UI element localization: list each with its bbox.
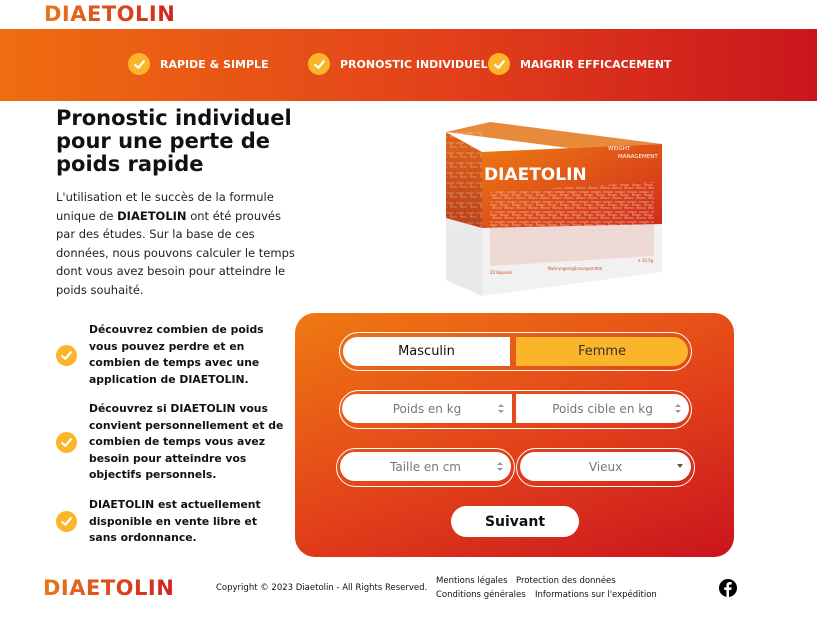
target-weight-input-placeholder: Poids cible en kg: [552, 401, 653, 416]
check-icon: [128, 53, 150, 75]
product-tag: MANAGEMENT: [618, 154, 658, 160]
feature-individual-forecast: [308, 53, 488, 75]
check-icon: [308, 53, 330, 75]
gender-selector: [339, 332, 692, 371]
feature-label: RAPIDE & SIMPLE: [160, 57, 269, 71]
benefit-text: Découvrez si DIAETOLIN vous convient personnellement et de combien de temps vous avez besoin pour atteindre vos objectifs personnels.: [89, 402, 284, 481]
age-select-placeholder: Vieux: [588, 459, 623, 474]
forecast-form: [295, 313, 734, 557]
intro-text-part: ont été prouvés par des études. Sur la base de ces données, nous pouvons calculer le temps dont vous avez besoin pour atteindre le poids souhaité.: [56, 208, 295, 297]
facebook-icon[interactable]: [719, 579, 737, 597]
check-icon: [56, 511, 77, 532]
product-weight: e 10,5g: [638, 258, 654, 263]
footer-link-shipping[interactable]: Informations sur l'expédition: [535, 590, 657, 600]
height-row: [336, 448, 515, 487]
height-input-placeholder: Taille en cm: [390, 459, 461, 474]
check-icon: [488, 53, 510, 75]
footer-link-legal[interactable]: Mentions légales: [436, 576, 508, 586]
feature-fast-simple: [128, 53, 269, 75]
feature-effective-slimming: [488, 53, 671, 75]
check-icon: [56, 432, 77, 453]
weight-input-placeholder: Poids en kg: [392, 401, 462, 416]
benefit-item: [56, 401, 286, 484]
intro-text: [56, 188, 296, 299]
target-weight-input[interactable]: [516, 394, 689, 423]
feature-label: PRONOSTIC INDIVIDUEL: [340, 57, 488, 71]
intro-brand: DIAETOLIN: [117, 208, 187, 223]
benefit-text: DIAETOLIN est actuellement disponible en vente libre et sans ordonnance.: [89, 498, 261, 544]
weight-input[interactable]: [342, 394, 512, 423]
header-logo[interactable]: DIAETOLIN: [44, 2, 176, 26]
weight-row: [339, 390, 692, 429]
benefit-text: Découvrez combien de poids vous pouvez perdre et en combien de temps avec une application de DIAETOLIN.: [89, 323, 264, 386]
product-supplement: Nahrungsergänzungsmittel: [548, 266, 603, 271]
footer-logo[interactable]: DIAETOLIN: [43, 576, 175, 600]
product-count: 20 Kapseln: [490, 270, 513, 275]
footer-link-privacy[interactable]: Protection des données: [516, 576, 616, 586]
gender-male-button[interactable]: Masculin: [343, 337, 510, 366]
benefit-item: [56, 497, 286, 547]
height-input[interactable]: [340, 452, 511, 481]
stepper-icon[interactable]: [498, 403, 504, 414]
product-tag: WEIGHT: [608, 146, 631, 152]
chevron-down-icon: [677, 464, 683, 468]
stepper-icon[interactable]: [675, 403, 681, 414]
product-box-image: [438, 100, 668, 300]
gender-female-button[interactable]: Femme: [516, 337, 688, 366]
benefit-item: [56, 322, 286, 388]
intro-text-part: L'utilisation et le succès de la formule unique de: [56, 190, 274, 223]
stepper-icon[interactable]: [497, 461, 503, 472]
next-button[interactable]: Suivant: [451, 506, 579, 537]
page-title: Pronostic individuel pour une perte de poids rapide: [56, 106, 292, 176]
features-banner: [0, 29, 817, 101]
age-select[interactable]: [520, 452, 691, 481]
copyright-text: Copyright © 2023 Diaetolin - All Rights Reserved.: [216, 583, 428, 593]
feature-label: MAIGRIR EFFICACEMENT: [520, 57, 672, 71]
age-row: [516, 448, 695, 487]
footer-link-terms[interactable]: Conditions générales: [436, 590, 526, 600]
product-brand: DIAETOLIN: [484, 165, 587, 185]
check-icon: [56, 345, 77, 366]
